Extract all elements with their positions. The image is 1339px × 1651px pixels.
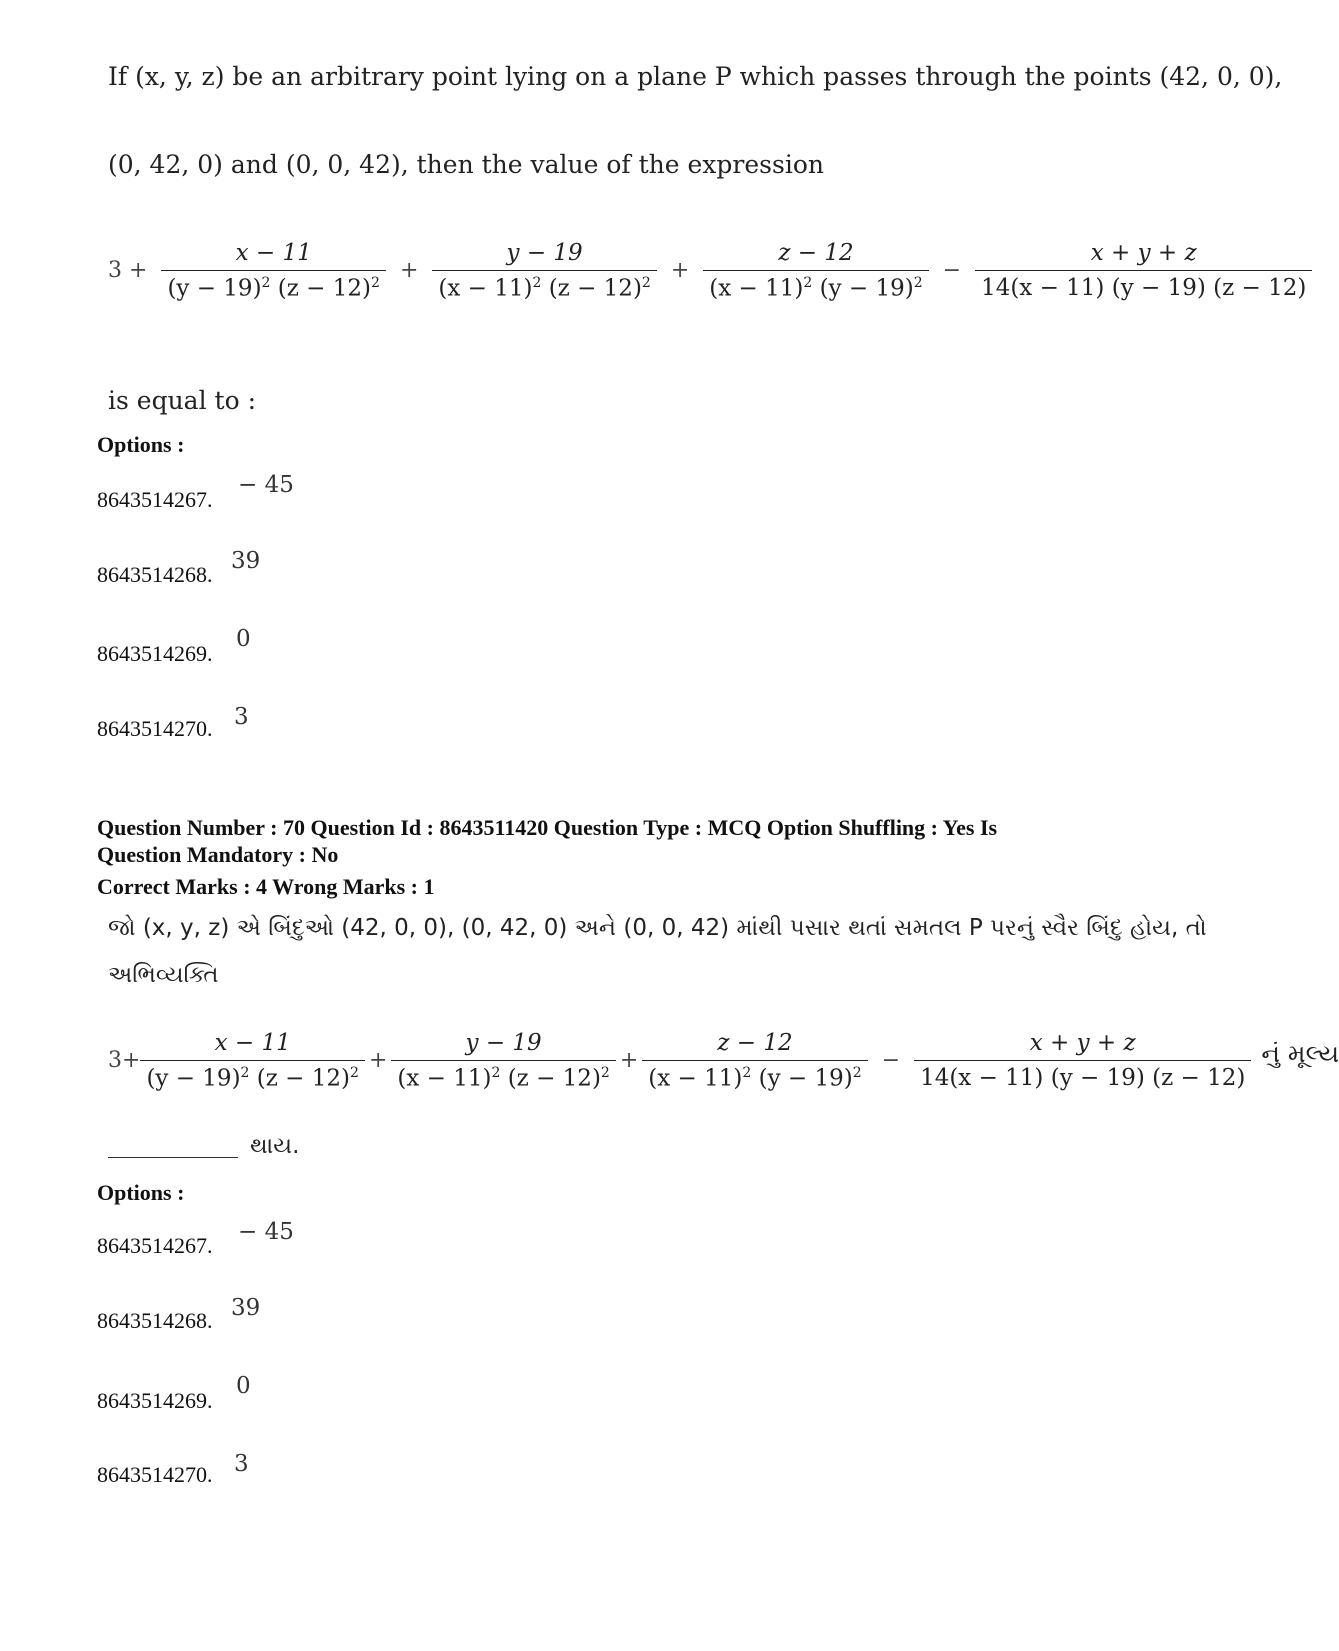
expr-lead: 3+ — [108, 1048, 141, 1074]
expr-lead: 3 + — [108, 258, 148, 284]
q70-meta-line2: Question Mandatory : No — [97, 842, 339, 867]
expr-term3 — [642, 1030, 867, 1092]
expr-term1-num: x − 11 — [235, 240, 312, 266]
q70-gu-line2: અભિવ્યક્તિ — [108, 962, 219, 988]
expr-tail-text: નું મૂલ્ય — [1261, 1038, 1339, 1068]
option-value[interactable]: 3 — [234, 704, 249, 730]
q69-text-line1: If (x, y, z) be an arbitrary point lying on a plane P which passes through the points (42, 0, 0), — [108, 62, 1283, 91]
expr-term3-num: z − 12 — [717, 1030, 793, 1056]
expr-term3-den: $(x - 11)^2$ $(y - 19)^2$ — [703, 270, 928, 302]
expr-term2 — [432, 240, 656, 302]
expr-plus: + — [619, 1048, 639, 1074]
expr-term1-den: $(y - 19)^2$ $(z - 12)^2$ — [161, 270, 386, 302]
expr-minus: − — [881, 1048, 901, 1074]
expr-term4-den: 14(x − 11) (y − 19) (z − 12) — [914, 1060, 1251, 1091]
option-id: 8643514268. — [97, 1308, 213, 1333]
expr-term4-num: x + y + z — [1090, 240, 1197, 267]
expr-plus: + — [399, 258, 419, 284]
expr-term1 — [140, 1030, 365, 1092]
q70-expression — [108, 1030, 1339, 1092]
expr-term4-num: x + y + z — [1029, 1030, 1136, 1057]
q69-expression — [108, 240, 1312, 302]
expr-term3-num: z − 12 — [778, 240, 854, 266]
option-id: 8643514267. — [97, 1233, 213, 1258]
expr-term1 — [161, 240, 386, 302]
q69-text-line3: is equal to : — [108, 386, 256, 415]
expr-term4-den: 14(x − 11) (y − 19) (z − 12) — [975, 270, 1312, 301]
option-value[interactable]: 3 — [234, 1451, 249, 1477]
q70-marks: Correct Marks : 4 Wrong Marks : 1 — [97, 874, 435, 899]
option-id: 8643514269. — [97, 1388, 213, 1413]
option-value[interactable]: 0 — [236, 1373, 251, 1399]
expr-term2-den: $(x - 11)^2$ $(z - 12)^2$ — [432, 270, 656, 302]
option-id: 8643514267. — [97, 487, 213, 512]
expr-term2-den: $(x - 11)^2$ $(z - 12)^2$ — [391, 1060, 615, 1092]
option-value[interactable]: 39 — [231, 548, 261, 574]
q69-text-line2: (0, 42, 0) and (0, 0, 42), then the value of the expression — [108, 150, 824, 179]
q69-options-label: Options : — [97, 432, 185, 457]
expr-term3-den: $(x - 11)^2$ $(y - 19)^2$ — [642, 1060, 867, 1092]
expr-term2 — [391, 1030, 615, 1092]
expr-plus: + — [670, 258, 690, 284]
option-value[interactable]: − 45 — [238, 472, 294, 498]
expr-term1-den: $(y - 19)^2$ $(z - 12)^2$ — [140, 1060, 365, 1092]
expr-term2-num: y − 19 — [465, 1030, 542, 1056]
expr-plus: + — [368, 1048, 388, 1074]
expr-term3 — [703, 240, 928, 302]
q70-meta-line1: Question Number : 70 Question Id : 8643511420 Question Type : MCQ Option Shuffling : Yes Is — [97, 815, 998, 840]
option-value[interactable]: 39 — [231, 1295, 261, 1321]
expr-minus: − — [942, 258, 962, 284]
option-id: 8643514270. — [97, 716, 213, 741]
q70-gu-line3: થાય. — [250, 1133, 300, 1159]
expr-term4 — [914, 1030, 1251, 1091]
option-id: 8643514270. — [97, 1462, 213, 1487]
option-id: 8643514269. — [97, 641, 213, 666]
answer-blank-line — [108, 1157, 238, 1158]
option-value[interactable]: − 45 — [238, 1219, 294, 1245]
expr-term1-num: x − 11 — [214, 1030, 291, 1056]
option-value[interactable]: 0 — [236, 626, 251, 652]
expr-term2-num: y − 19 — [506, 240, 583, 266]
q70-gu-line1: જો (x, y, z) એ બિંદુઓ (42, 0, 0), (0, 42, 0) અને (0, 0, 42) માંથી પસાર થતાં સમતલ P પરનું સ્વૈર બિંદુ હોય, તો — [108, 915, 1207, 941]
q70-options-label: Options : — [97, 1180, 185, 1205]
expr-term4 — [975, 240, 1312, 301]
option-id: 8643514268. — [97, 562, 213, 587]
